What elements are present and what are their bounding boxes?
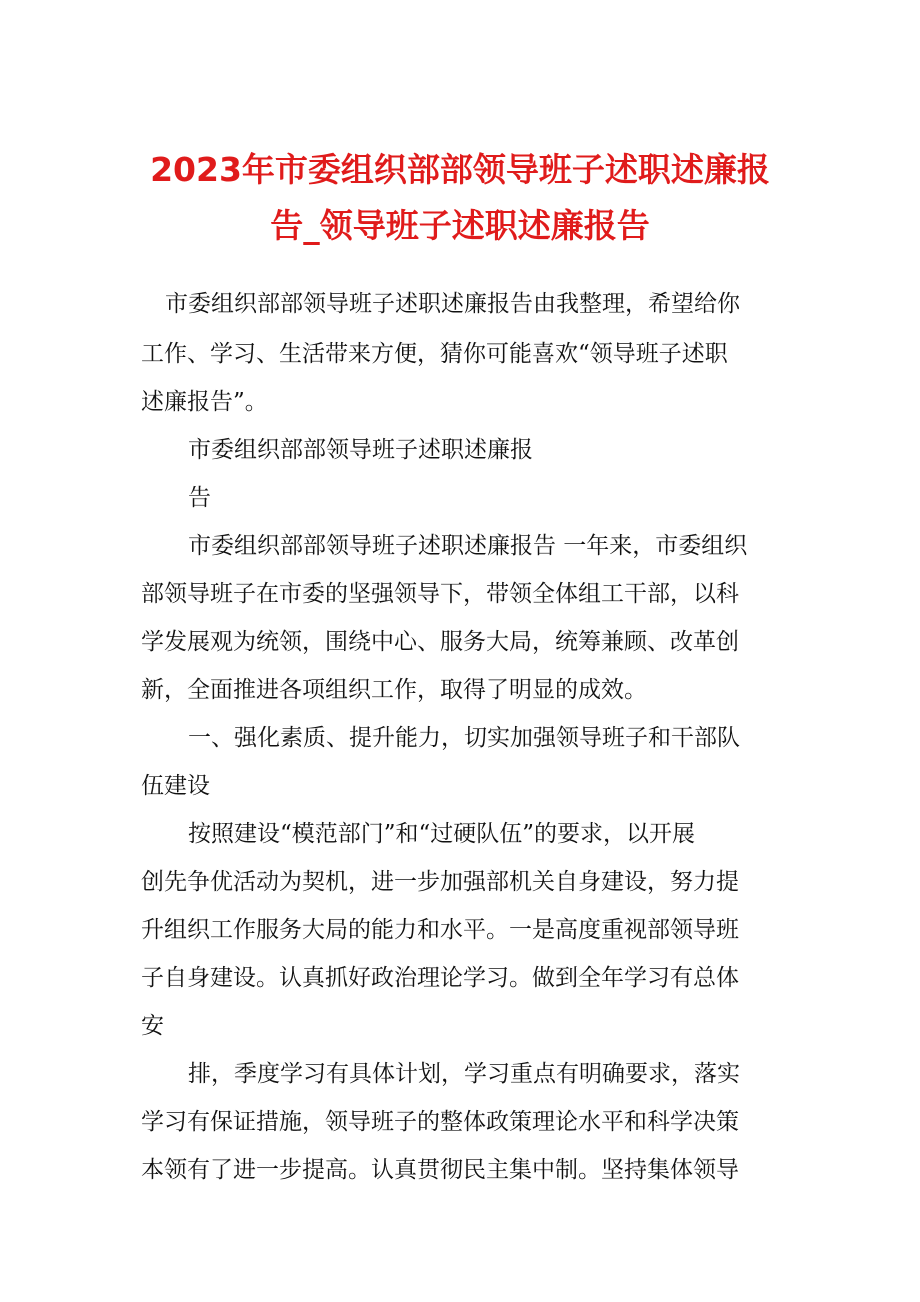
body-line-19: 本领有了进一步提高。认真贯彻民主集中制。坚持集体领导 bbox=[141, 1157, 739, 1183]
body-line-17: 排，季度学习有具体计划，学习重点有明确要求，落实 bbox=[188, 1061, 740, 1087]
body-line-18: 学习有保证措施，领导班子的整体政策理论水平和科学决策 bbox=[141, 1109, 739, 1135]
body-line-12: 按照建设“模范部门”和“过硬队伍”的要求，以开展 bbox=[188, 821, 696, 847]
body-line-4: 市委组织部部领导班子述职述廉报 bbox=[188, 437, 533, 463]
body-line-8: 学发展观为统领，围绕中心、服务大局，统筹兼顾、改革创 bbox=[141, 629, 739, 655]
document-title-line-2: 告_领导班子述职述廉报告 bbox=[270, 206, 650, 245]
body-line-10: 一、强化素质、提升能力，切实加强领导班子和干部队 bbox=[188, 725, 740, 751]
body-line-6: 市委组织部部领导班子述职述廉报告 一年来，市委组织 bbox=[188, 533, 748, 559]
body-line-1: 市委组织部部领导班子述职述廉报告由我整理，希望给你 bbox=[165, 291, 740, 317]
body-line-16: 安 bbox=[141, 1013, 164, 1039]
body-line-11: 伍建设 bbox=[141, 773, 210, 799]
body-line-13: 创先争优活动为契机，进一步加强部机关自身建设，努力提 bbox=[141, 869, 739, 895]
body-line-14: 升组织工作服务大局的能力和水平。一是高度重视部领导班 bbox=[141, 917, 739, 943]
body-line-5: 告 bbox=[188, 485, 211, 511]
body-line-15: 子自身建设。认真抓好政治理论学习。做到全年学习有总体 bbox=[141, 965, 739, 991]
body-line-3: 述廉报告”。 bbox=[141, 389, 268, 415]
document-title-line-1: 2023年市委组织部部领导班子述职述廉报 bbox=[150, 150, 770, 189]
body-line-7: 部领导班子在市委的坚强领导下，带领全体组工干部，以科 bbox=[141, 581, 739, 607]
body-line-9: 新，全面推进各项组织工作，取得了明显的成效。 bbox=[141, 677, 647, 703]
body-line-2: 工作、学习、生活带来方便，猜你可能喜欢“领导班子述职 bbox=[141, 341, 728, 367]
